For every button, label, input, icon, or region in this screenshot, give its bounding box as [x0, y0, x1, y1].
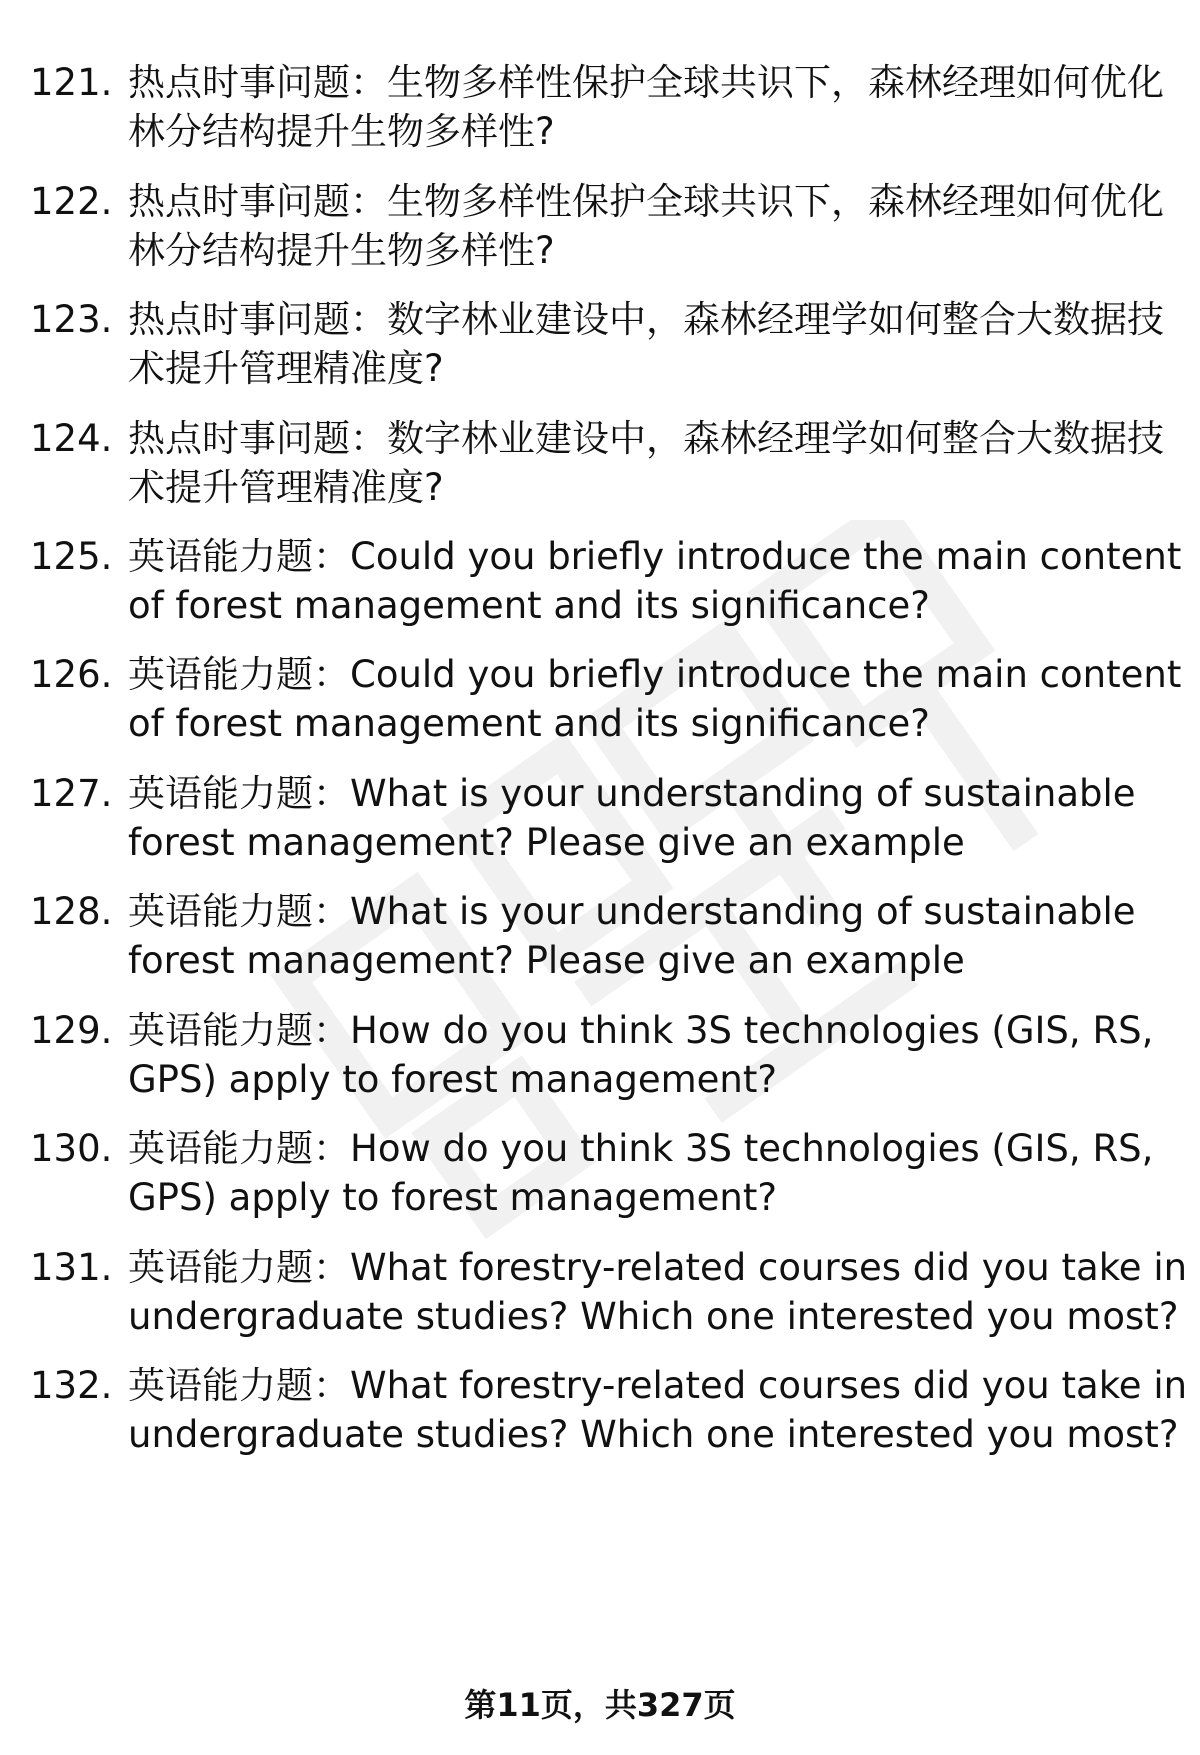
question-number: 122. [30, 180, 113, 223]
question-item [30, 769, 1150, 869]
question-number: 124. [30, 417, 113, 460]
question-text-line-2: 林分结构提升生物多样性? [128, 110, 555, 153]
question-item [30, 650, 1182, 750]
question-item [30, 1124, 1154, 1224]
question-text-line-1: 热点时事问题：生物多样性保护全球共识下，森林经理如何优化 [128, 180, 1164, 223]
question-item [30, 58, 1164, 158]
question-text-line-2: GPS) apply to forest management? [128, 1058, 778, 1101]
question-item [30, 1243, 1188, 1343]
question-text-line-1: 英语能力题：What is your understanding of sustainable [128, 772, 1136, 815]
question-text-line-2: forest management? Please give an example [128, 939, 965, 982]
question-text-line-2: GPS) apply to forest management? [128, 1176, 778, 1219]
question-number: 131. [30, 1246, 113, 1289]
question-number: 128. [30, 890, 113, 933]
question-text-line-1: 热点时事问题：数字林业建设中，森林经理学如何整合大数据技 [128, 298, 1164, 341]
question-text-line-1: 英语能力题：Could you briefly introduce the main content [128, 535, 1182, 578]
question-item [30, 1361, 1188, 1461]
question-number: 132. [30, 1364, 113, 1407]
question-text-line-1: 热点时事问题：数字林业建设中，森林经理学如何整合大数据技 [128, 417, 1164, 460]
question-text-line-2: 术提升管理精准度? [128, 347, 444, 390]
question-number: 129. [30, 1009, 113, 1052]
question-number: 125. [30, 535, 113, 578]
question-item [30, 177, 1164, 277]
question-text-line-2: 术提升管理精准度? [128, 466, 444, 509]
question-text-line-2: of forest management and its significance? [128, 702, 930, 745]
question-text-line-1: 英语能力题：What is your understanding of sustainable [128, 890, 1136, 933]
question-text-line-2: 林分结构提升生物多样性? [128, 229, 555, 272]
question-text-line-1: 英语能力题：How do you think 3S technologies (GIS, RS, [128, 1127, 1154, 1170]
question-text-line-1: 热点时事问题：生物多样性保护全球共识下，森林经理如何优化 [128, 61, 1164, 104]
question-item [30, 1006, 1154, 1106]
page-number-footer: 第11页，共327页 [464, 1686, 736, 1724]
question-text-line-1: 英语能力题：Could you briefly introduce the main content [128, 653, 1182, 696]
question-text-line-1: 英语能力题：How do you think 3S technologies (GIS, RS, [128, 1009, 1154, 1052]
question-item [30, 295, 1164, 395]
question-text-line-1: 英语能力题：What forestry-related courses did you take in [128, 1364, 1188, 1407]
question-item [30, 887, 1150, 987]
question-number: 126. [30, 653, 113, 696]
question-number: 121. [30, 61, 113, 104]
question-number: 130. [30, 1127, 113, 1170]
question-number: 127. [30, 772, 113, 815]
question-text-line-2: undergraduate studies? Which one interested you most? [128, 1295, 1179, 1338]
question-text-line-1: 英语能力题：What forestry-related courses did you take in [128, 1246, 1188, 1289]
question-text-line-2: undergraduate studies? Which one interested you most? [128, 1413, 1179, 1456]
question-text-line-2: of forest management and its significance? [128, 584, 930, 627]
question-text-line-2: forest management? Please give an example [128, 821, 965, 864]
question-item [30, 532, 1182, 632]
question-number: 123. [30, 298, 113, 341]
question-item [30, 414, 1164, 514]
